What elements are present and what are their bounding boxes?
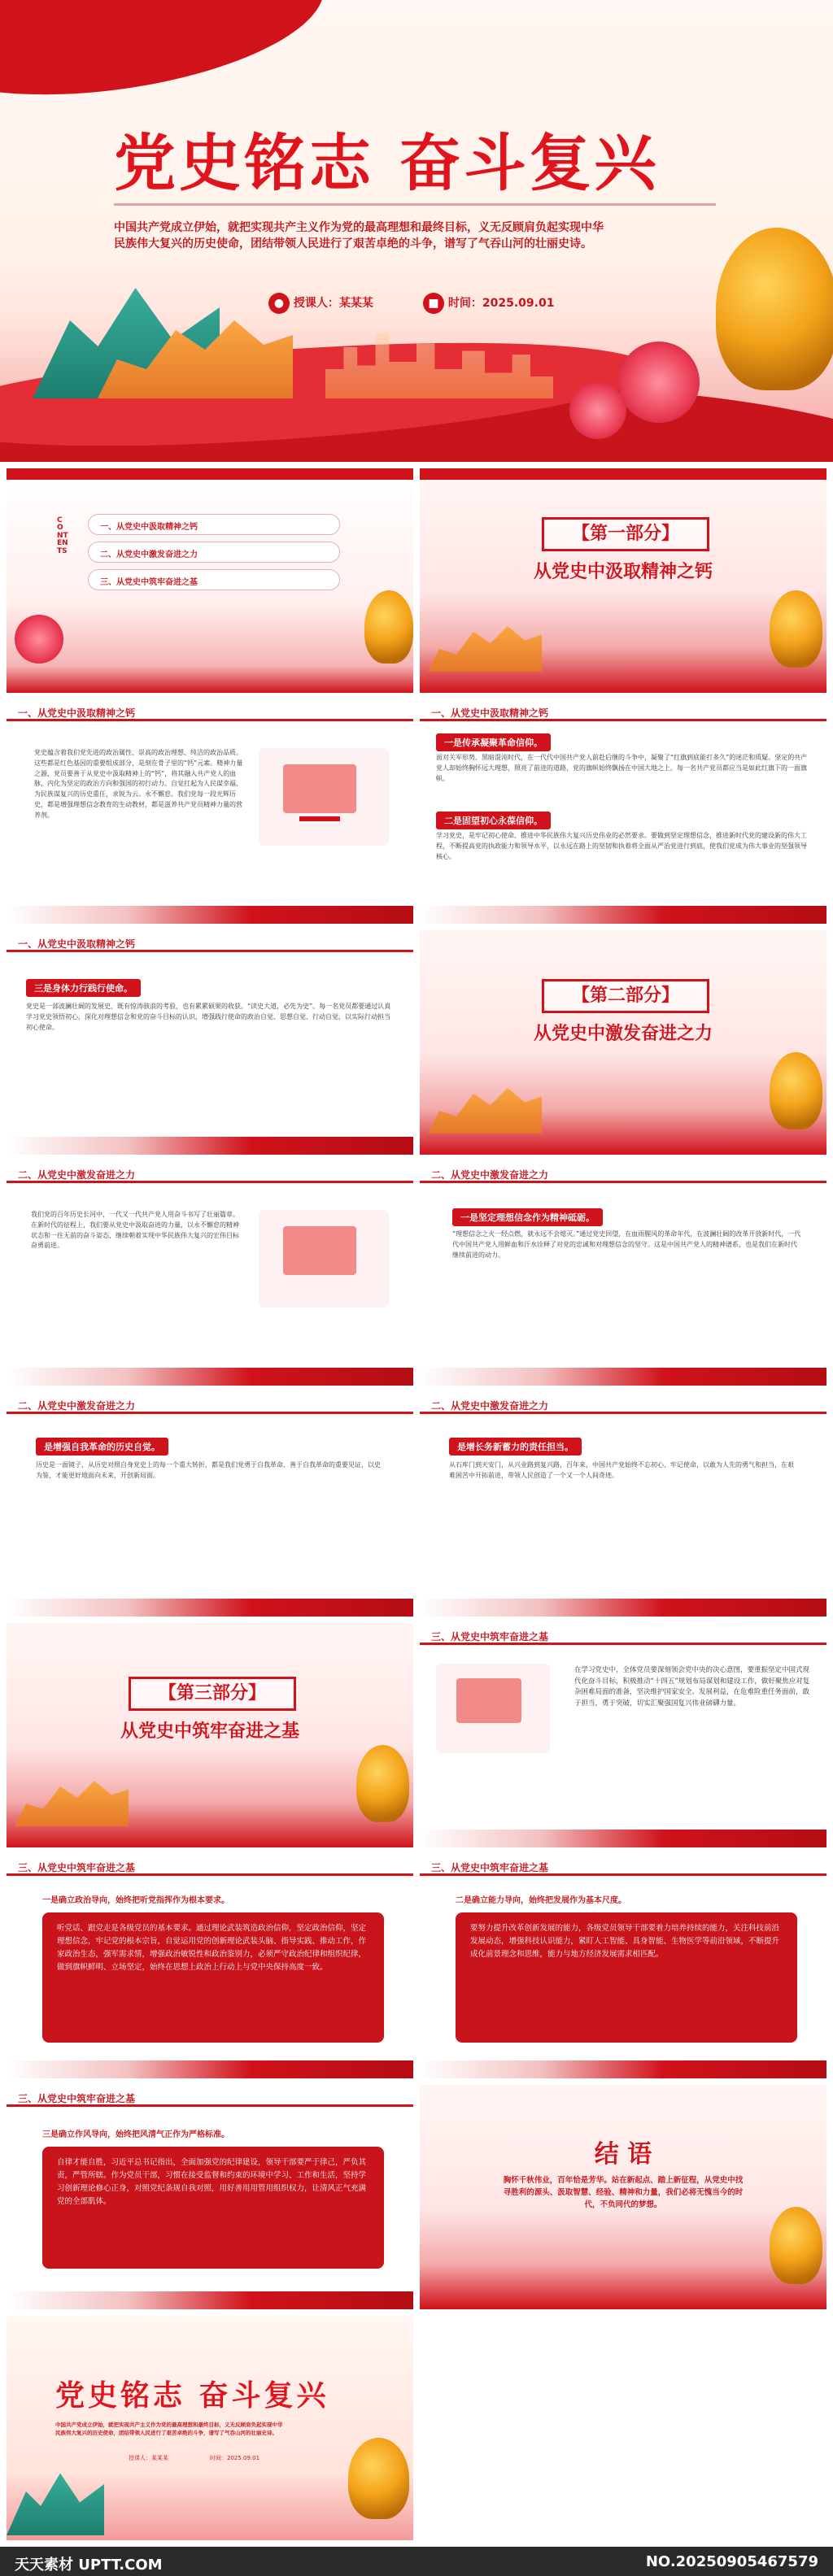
peony-flower-icon xyxy=(569,382,626,439)
great-wall-illustration xyxy=(428,1077,542,1134)
time: ■ 时间：2025.09.01 xyxy=(423,293,554,314)
closing-cover-slide xyxy=(7,2316,413,2540)
red-text-box: 听党话、跟党走是各级党员的基本要求。通过理论武装筑造政治信仰，坚定政治信仰，坚定理想信念，牢记党的根本宗旨，自觉运用党的创新理论武装头脑、指导实践、推动工作，作家政治生态，强军需求情，增强政治敏锐性和政治鉴别力，必须严守政治纪律和组织纪律，做到旗帜鲜明、立场坚定，始终在思想上政治上行动上与党中央保持高度一致。 xyxy=(42,1912,384,2043)
watermark-left: 天天素材 UPTT.COM xyxy=(15,2556,163,2574)
footer-band xyxy=(420,1599,826,1617)
sec3-intro: 在学习党史中，全体党员要深刻领会党中央的决心意图，要重振坚定中国式现代化奋斗目标，积极推动“十四五”规划布局谋划和建设工作，做好聚焦应对复杂困难局面的准备，坚决维护国家安全、发展利益，在危难险重任务面前，敢于担当，勇于突破，切实汇聚强国复兴伟业磅礴力量。 xyxy=(574,1666,810,1708)
speaker: ● 授课人：某某某 xyxy=(268,293,373,314)
part3-number: 【第三部分】 xyxy=(129,1677,296,1711)
part1-number: 【第一部分】 xyxy=(542,517,709,551)
section-header: 二、从党史中激发奋进之力 xyxy=(7,1392,413,1416)
sec1-slide-a xyxy=(7,699,413,924)
sec2-slide-a xyxy=(7,1161,413,1386)
sub-text: 面对关军形势、黑暗混沌时代，在一代代中国共产党人前赴后继的斗争中，凝聚了“红旗到底能打多久”的迷茫和质疑。坚定的共产党人却始终胸怀远大理想，照亮了前进的道路，党的旗帜始终飘扬在中国大地之上。每一名共产党员都应当是如此红旗下的一面旗帜。 xyxy=(436,754,808,782)
golden-lion-icon xyxy=(770,2207,822,2284)
section-header: 二、从党史中激发奋进之力 xyxy=(420,1392,826,1416)
golden-lion-icon xyxy=(770,590,822,668)
cover-description: 中国共产党成立伊始，就把实现共产主义作为党的最高理想和最终目标，义无反顾肩负起实现中华 民族伟大复兴的历史使命，团结带领人民进行了艰苦卓绝的斗争，谱写了气吞山河的壮丽史诗。 xyxy=(114,221,604,251)
sec1-intro: 党史蕴含着我们党先进的政治属性、崇高的政治理想、纯洁的政治品质。这些都是红色基因的重要组成部分，是刻在骨子里的“钙”元素。精神力量之源，党员要善于从党史中汲取精神上的“钙”，将其融入共产党人的血脉，内化为坚定的政治方向和强国的初行动力。自觉扛起为人民谋幸福、为民族谋复兴的历史重任，求锐为云。永不懈怠。我们党每一段光辉历史，都是增强理想信念教育的生动教材，都是滋养共产党员精神力量的营养剂。 xyxy=(34,749,243,819)
closing-time: 时间：2025.09.01 xyxy=(210,2455,260,2461)
sec1-slide-c xyxy=(7,930,413,1155)
red-text-box: 自律才能自胜，习近平总书记指出，全面加强党的纪律建设，领导干部要严于律己，严负其责，严管所辖。作为党员干部，习惯在接受监督和约束的环境中学习、工作和生活，坚持学习创新理论修心正身，对照党纪条规自我对照，用好善用用管用组织权力，让清风正气充满党的全部肌体。 xyxy=(42,2147,384,2269)
watermark-right: NO.20250905467579 xyxy=(645,2553,818,2570)
sub-heading: 三是身体力行践行使命。 xyxy=(26,979,141,997)
closing-title: 党史铭志 奋斗复兴 xyxy=(55,2379,329,2413)
golden-lion-icon xyxy=(716,228,833,390)
mountain-illustration xyxy=(7,2462,104,2535)
sub-text: 学习党史，是牢记初心使命、推进中华民族伟大复兴历史伟业的必然要求。要做到坚定理想信念，推进新时代党的建设新的伟大工程，不断提高党的执政能力和领导水平，以永远在路上的坚韧和执着将全面从严治党进行到底，使我们党成为伟大事业的坚强领导核心。 xyxy=(436,832,807,860)
sub-text: 从石库门到天安门，从兴业路到复兴路，百年来，中国共产党始终不忘初心、牢记使命，以敢为人先的勇气和担当，在艰难困苦中开拓前进，带领人民创造了一个又一个人间奇迹。 xyxy=(449,1461,794,1479)
section-header: 三、从党史中筑牢奋进之基 xyxy=(7,1854,413,1878)
footer-band xyxy=(420,1830,826,1847)
part2-title: 从党史中激发奋进之力 xyxy=(533,1024,713,1044)
office-illustration xyxy=(259,748,389,846)
divider xyxy=(114,203,716,206)
person-icon: ● xyxy=(268,293,290,314)
sub-heading: 三是确立作风导向，始终把风清气正作为严格标准。 xyxy=(42,2130,229,2139)
sec3-slide-b xyxy=(7,1854,413,2078)
footer-band xyxy=(7,1368,413,1386)
peony-flower-icon xyxy=(15,615,63,664)
golden-lion-icon xyxy=(348,2438,409,2519)
sub-heading: 二是固望初心永葆信仰。 xyxy=(436,812,551,829)
sub-text: “理想信念之火一经点燃，就永远不会熄灭。”通过党史回望，在血雨腥风的革命年代，在波澜壮阔的改革开放新时代，一代代中国共产党人用鲜血和汗水诠释了对党的忠诚和对理想信念的坚守。这是中国共产党人的精神谱系，也是我们在新时代继续前进的动力。 xyxy=(452,1230,801,1259)
sub-heading: 是增长务新蓄力的责任担当。 xyxy=(449,1438,582,1456)
red-top-band xyxy=(420,468,826,480)
office-illustration xyxy=(436,1664,550,1753)
part1-title: 从党史中汲取精神之钙 xyxy=(533,562,713,582)
calendar-icon: ■ xyxy=(423,293,444,314)
sec1-slide-b xyxy=(420,699,826,924)
office-illustration xyxy=(259,1210,389,1308)
footer-band xyxy=(7,2291,413,2309)
sub-heading: 一是坚定理想信念作为精神砥砺。 xyxy=(452,1208,603,1226)
section-header: 二、从党史中激发奋进之力 xyxy=(420,1161,826,1186)
golden-lion-icon xyxy=(770,1052,822,1129)
footer-band xyxy=(420,1368,826,1386)
section-header: 一、从党史中汲取精神之钙 xyxy=(420,699,826,724)
golden-lion-icon xyxy=(356,1745,409,1822)
peony-flower-icon xyxy=(618,342,700,423)
sub-heading: 二是确立能力导向，始终把发展作为基本尺度。 xyxy=(456,1896,626,1905)
sub-text: 历史是一面镜子，从历史对照自身党史上的每一个重大转折，都是我们党勇于自我革命、善于自我革命的重要见证，以史为鉴，才能更好地面向未来，开创新局面。 xyxy=(36,1461,381,1479)
part3-title: 从党史中筑牢奋进之基 xyxy=(120,1721,299,1742)
red-text-box: 要努力提升改革创新发展的能力，各级党员领导干部要着力培养持续的能力，关注科技前沿发展动态，增强科技认识能力，紧盯人工智能、具身智能、生物医学等前沿领域，不断提升成化前景理念和思维，能力与地方经济发展需求相匹配。 xyxy=(456,1912,797,2043)
part1-slide xyxy=(420,468,826,693)
sec2-slide-d xyxy=(420,1392,826,1617)
part3-slide xyxy=(7,1623,413,1847)
cover-title: 党史铭志 奋斗复兴 xyxy=(114,127,660,199)
ending-slide xyxy=(420,2085,826,2309)
ending-text: 胸怀千秋伟业，百年恰是芳华。站在新起点、踏上新征程，从党史中找寻胜利的源头、汲取智慧、经验、精神和力量，我们必将无愧当今的时代，不负同代的梦想。 xyxy=(503,2176,744,2210)
sec2-slide-c xyxy=(7,1392,413,1617)
toc-item-2[interactable]: 二、从党史中激发奋进之力 xyxy=(88,542,340,563)
footer-band xyxy=(7,906,413,924)
cover-slide xyxy=(0,0,833,462)
red-top-band xyxy=(7,468,413,480)
great-wall-illustration xyxy=(428,615,542,672)
sec3-slide-d xyxy=(7,2085,413,2309)
sub-heading: 一是确立政治导向，始终把听党指挥作为根本要求。 xyxy=(42,1896,229,1905)
contents-slide xyxy=(7,468,413,693)
section-header: 三、从党史中筑牢奋进之基 xyxy=(7,2085,413,2109)
footer-band xyxy=(7,1599,413,1617)
footer-band xyxy=(7,1137,413,1155)
sub-heading: 一是传承凝聚革命信仰。 xyxy=(436,733,551,751)
section-header: 一、从党史中汲取精神之钙 xyxy=(7,930,413,955)
sub-text: 党史是一部波澜壮阔的发展史，既有惊涛骇浪的考验，也有累累硕果的收获。“读史大道，必先为史”。每一名党员都要通过认真学习党史领悟初心，深化对理想信念和党的奋斗目标的认识，增强践行使命的政治自觉、思想自觉、行动自觉，以实际行动担当初心使命。 xyxy=(26,1003,391,1031)
red-ribbon-top xyxy=(0,0,334,118)
section-header: 三、从党史中筑牢奋进之基 xyxy=(420,1623,826,1647)
part2-slide xyxy=(420,930,826,1155)
ending-title: 结 语 xyxy=(594,2140,652,2169)
sec3-slide-a xyxy=(420,1623,826,1847)
footer-band xyxy=(7,2060,413,2078)
sec2-slide-b xyxy=(420,1161,826,1386)
golden-lion-icon xyxy=(364,590,413,664)
footer-band xyxy=(420,2060,826,2078)
watermark-band xyxy=(0,2547,833,2576)
toc-item-1[interactable]: 一、从党史中汲取精神之钙 xyxy=(88,514,340,535)
great-wall-illustration xyxy=(15,1769,129,1826)
sec2-intro: 我们党的百年历史长河中，一代又一代共产党人用奋斗书写了壮丽篇章。在新时代的征程上，我们要从党史中汲取奋进的力量，以永不懈怠的精神状态和一往无前的奋斗姿态，继续朝着实现中华民族伟大复兴的宏伟目标奋勇前进。 xyxy=(31,1211,239,1250)
footer-band xyxy=(420,906,826,924)
contents-vertical-label: CONTENTS xyxy=(57,516,68,555)
toc-item-3[interactable]: 三、从党史中筑牢奋进之基 xyxy=(88,569,340,590)
sub-heading: 是增强自我革命的历史自觉。 xyxy=(36,1438,168,1456)
section-header: 一、从党史中汲取精神之钙 xyxy=(7,699,413,724)
closing-description: 中国共产党成立伊始，就把实现共产主义作为党的最高理想和最终目标，义无反顾肩负起实现中华 民族伟大复兴的历史使命，团结带领人民进行了艰苦卓绝的斗争，谱写了气吞山河的壮丽史诗。 xyxy=(55,2422,283,2436)
section-header: 三、从党史中筑牢奋进之基 xyxy=(420,1854,826,1878)
sec3-slide-c xyxy=(420,1854,826,2078)
section-header: 二、从党史中激发奋进之力 xyxy=(7,1161,413,1186)
closing-speaker: 授课人：某某某 xyxy=(129,2455,168,2461)
part2-number: 【第二部分】 xyxy=(542,979,709,1013)
